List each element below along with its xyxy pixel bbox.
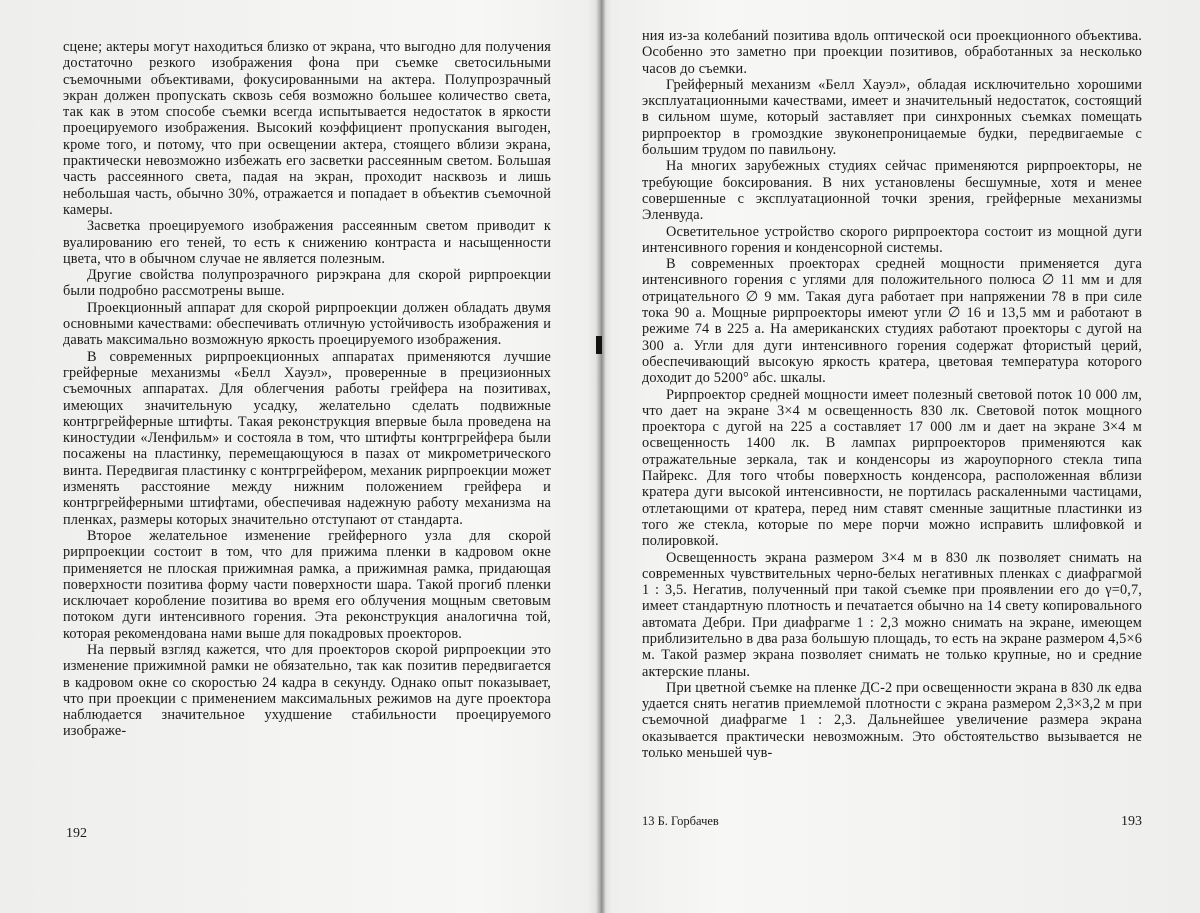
- paragraph: Другие свойства полупрозрачного рирэкрана для скорой рирпроекции были подробно рассмотрены выше.: [63, 267, 551, 300]
- paragraph: Рирпроектор средней мощности имеет полезный световой поток 10 000 лм, что дает на экране 3×4 м освещенность 830 лк. Световой поток мощного проектора с дугой на 225 а составляет 17 000 лм и дает на экране 3×4 м освещенность 1400 лк. В лампах рирпроекторов применяются как отражательные зеркала, так и конденсоры из жароупорного стекла типа Пайрекс. Для того чтобы поверхность конденсора, расположенная вблизи кратера дуги высокой интенсивности, не портилась раскаленными частицами, отлетающими от кратера, перед ним ставят сменные защитные пластинки из того же стекла, которые по мере порчи можно исправить шлифовкой и полировкой.: [642, 386, 1142, 550]
- book-gutter: [596, 0, 606, 913]
- paragraph: сцене; актеры могут находиться близко от экрана, что выгодно для получения достаточно резкого изображения фона при съемке светосильными съемочными объективами, фокусированными на актера. Полупрозрачный экран должен пропускать сквозь себя возможно большее количество света, так как в этом способе съемки всегда испытывается недостаток в яркости проецируемого изображения. Высокий коэффициент пропускания выгоден, кроме того, и потому, что при освещении актера, стоящего вблизи экрана, практически невозможно избежать его засветки рассеянным светом. Большая часть рассеянного света, падая на экран, проходит насквозь и лишь небольшая часть, обычно 30%, отражается и попадает в объектив съемочной камеры.: [63, 39, 551, 218]
- right-page: [606, 0, 1200, 913]
- page-number: 192: [66, 826, 87, 841]
- paragraph: Второе желательное изменение грейферного узла для скорой рирпроекции состоит в том, что для прижима пленки в кадровом окне применяется не плоская прижимная рамка, а прижимная рамка, придающая поверхности позитива форму части поверхности шара. Такой прогиб пленки исключает коробление позитива во время его облучения мощным световым потоком дуги интенсивного горения. Эта реконструкция аналогична той, которая рекомендована нами выше для покадровых проекторов.: [63, 527, 551, 642]
- paragraph: Осветительное устройство скорого рирпроектора состоит из мощной дуги интенсивного горения и конденсорной системы.: [642, 223, 1142, 256]
- paragraph: В современных проекторах средней мощности применяется дуга интенсивного горения с углями для положительного полюса ∅ 11 мм и для отрицательного ∅ 9 мм. Такая дуга работает при напряжении 78 в при силе тока 90 а. Мощные рирпроекторы имеют угли ∅ 16 и 13,5 мм и работают в режиме 74 в 225 а. На американских студиях работают проекторы с дугой на 300 а. Угли для дуги интенсивного горения содержат фтористый церий, обеспечивающий высокую яркость кратера, цветовая температура которого доходит до 5200° абс. шкалы.: [642, 256, 1142, 387]
- left-page-text: [63, 39, 551, 740]
- signature-mark: 13 Б. Горбачев: [642, 814, 719, 828]
- paragraph: В современных рирпроекционных аппаратах применяются лучшие грейферные механизмы «Белл Хауэл», проверенные в прецизионных съемочных аппаратах. Для облегчения работы грейфера на позитивах, имеющих значительную усадку, желательно сделать подвижные контргрейферные штифты. Такая реконструкция впервые была проведена на киностудии «Ленфильм» и состояла в том, что штифты контргрейфера были посажены на пластинку, перемещающуюся в пазах от микрометрического винта. Передвигая пластинку с контргрейфером, механик рирпроекции может изменять расстояние между нижним положением грейфера и контргрейферными штифтами, обеспечивая надежную работу механизма на пленках, размеры которых значительно отступают от стандарта.: [63, 348, 551, 528]
- page-footer: [642, 814, 1142, 830]
- left-page: [0, 0, 596, 913]
- page-number: 193: [1121, 814, 1142, 829]
- paragraph: Грейферный механизм «Белл Хауэл», обладая исключительно хорошими эксплуатационными качествами, имеет и значительный недостаток, состоящий в сильном шуме, который заставляет при синхронных съемках помещать рирпроектор в громоздкие звуконепроницаемые будки, передвигаемые с большим трудом по павильону.: [642, 76, 1142, 159]
- paragraph: При цветной съемке на пленке ДС-2 при освещенности экрана в 830 лк едва удается снять негатив приемлемой плотности с экрана размером 2,3×3,2 м при съемочной диафрагме 1 : 2,3. Дальнейшее увеличение размера экрана оказывается практически невозможным. Это обстоятельство вызывается не только меньшей чув-: [642, 679, 1142, 762]
- paragraph: Проекционный аппарат для скорой рирпроекции должен обладать двумя основными качествами: обеспечивать отличную устойчивость изображения и давать максимально возможную яркость проецируемого изображения.: [63, 299, 551, 349]
- paragraph: Освещенность экрана размером 3×4 м в 830 лк позволяет снимать на современных чувствительных черно-белых негативных пленках с диафрагмой 1 : 3,5. Негатив, полученный при такой съемке при проявлении его до γ=0,7, имеет стандартную плотность и печатается обычно на 14 свету копировального автомата Дебри. При диафрагме 1 : 2,3 можно снимать на экране, имеющем приблизительно в два раза большую площадь, то есть на экране размером 4,5×6 м. Такой размер экрана позволяет снимать не только крупные, но и средние актерские планы.: [642, 549, 1142, 680]
- binding-mark: [596, 336, 602, 354]
- right-page-text: [642, 28, 1142, 761]
- paragraph: На первый взгляд кажется, что для проекторов скорой рирпроекции это изменение прижимной рамки не обязательно, так как позитив передвигается в кадровом окне со скоростью 24 кадра в секунду. Однако опыт показывает, что при проекции с применением максимальных режимов на дуге проектора наблюдается значительное ухудшение стабильности проецируемого изображе-: [63, 641, 551, 740]
- paragraph: Засветка проецируемого изображения рассеянным светом приводит к вуалированию его теней, то есть к снижению контраста и насыщенности цвета, что в обычном случае не является полезным.: [63, 218, 551, 267]
- paragraph: ния из-за колебаний позитива вдоль оптической оси проекционного объектива. Особенно это заметно при проекции позитивов, обработанных за несколько часов до съемки.: [642, 28, 1142, 77]
- paragraph: На многих зарубежных студиях сейчас применяются рирпроекторы, не требующие боксирования. В них установлены бесшумные, хотя и менее совершенные с эксплуатационной точки зрения, грейферные механизмы Эленвуда.: [642, 158, 1142, 224]
